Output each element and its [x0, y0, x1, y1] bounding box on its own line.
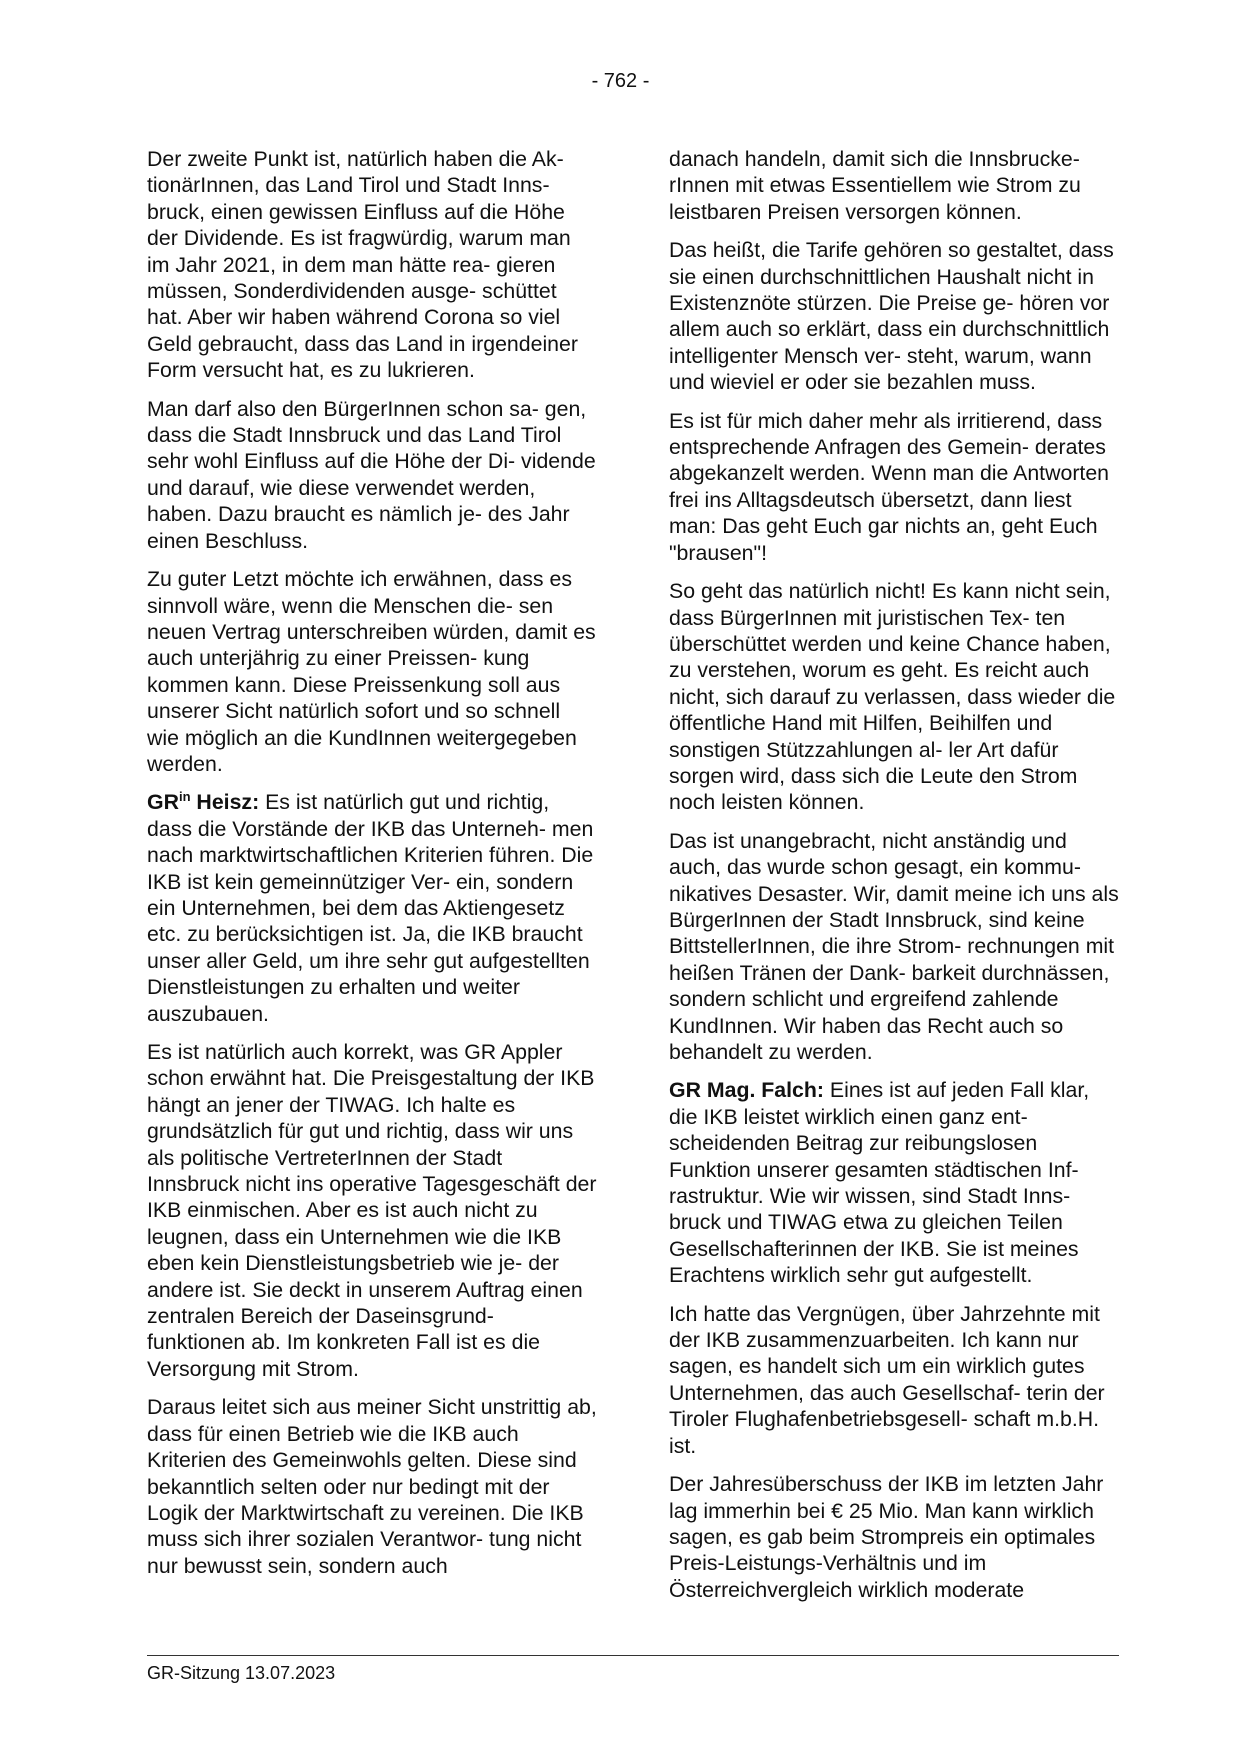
speaker-label: GR Mag. Falch:: [669, 1078, 825, 1103]
paragraph: Es ist natürlich auch korrekt, was GR Appler schon erwähnt hat. Die Preisgestaltung der IKB hängt an jener der TIWAG. Ich halte es grundsätzlich für gut und richtig, dass wir uns als politische VertreterInnen der Stadt Innsbruck nicht ins operative Tagesgeschäft der IKB einmischen. Aber es ist auch nicht zu leugnen, dass ein Unternehmen wie die IKB eben kein Dienstleistungsbetrieb wie je- der andere ist. Sie deckt in unserem Auftrag einen zentralen Bereich der Daseinsgrund- funktionen ab. Im konkreten Fall ist es die Versorgung mit Strom.: [147, 1040, 597, 1381]
paragraph: So geht das natürlich nicht! Es kann nicht sein, dass BürgerInnen mit juristischen Tex- ten überschüttet werden und keine Chance haben, zu verstehen, worum es geht. Es reicht auch nicht, sich darauf zu verlassen, dass wieder die öffentliche Hand mit Hilfen, Beihilfen und sonstigen Stützzahlungen al- ler Art dafür sorgen wird, dass sich die Leute den Strom noch leisten können.: [669, 579, 1116, 815]
paragraph: Daraus leitet sich aus meiner Sicht unstrittig ab, dass für einen Betrieb wie die IKB auch Kriterien des Gemeinwohls gelten. Diese sind bekanntlich selten oder nur bedingt mit der Logik der Marktwirtschaft zu vereinen. Die IKB muss sich ihrer sozialen Verantwor- tung nicht nur bewusst sein, sondern auch: [147, 1395, 597, 1578]
speech-text: Eines ist auf jeden Fall klar, die IKB leistet wirklich einen ganz ent- scheidenden Beitrag zur reibungslosen Funktion unserer gesamten städtischen Inf- rastruktur. Wie wir wissen, sind Stadt Inns- bruck und TIWAG etwa zu gleichen Teilen Gesellschafterinnen der IKB. Sie ist meines Erachtens wirklich sehr gut aufgestellt.: [669, 1078, 1090, 1288]
footer-divider: [147, 1655, 1119, 1656]
left-column: [147, 146, 597, 1591]
paragraph: Das ist unangebracht, nicht anständig und auch, das wurde schon gesagt, ein kommu- nikatives Desaster. Wir, damit meine ich uns als BürgerInnen der Stadt Innsbruck, sind keine BittstellerInnen, die ihre Strom- rechnungen mit heißen Tränen der Dank- barkeit durchnässen, sondern schlicht und ergreifend zahlende KundInnen. Wir haben das Recht auch so behandelt zu werden.: [669, 828, 1119, 1064]
speaker-paragraph: [147, 789, 597, 1027]
footer-session-label: GR-Sitzung 13.07.2023: [147, 1663, 336, 1683]
speaker-name: Heisz:: [190, 790, 260, 815]
paragraph: Ich hatte das Vergnügen, über Jahrzehnte mit der IKB zusammenzuarbeiten. Ich kann nur sagen, es handelt sich um ein wirklich gutes Unternehmen, das auch Gesellschaf- terin der Tiroler Flughafenbetriebsgesell- schaft m.b.H. ist.: [669, 1301, 1105, 1458]
speaker-title-sup: in: [178, 789, 191, 805]
speaker-title: GR: [147, 790, 179, 815]
paragraph: Der zweite Punkt ist, natürlich haben die Ak- tionärInnen, das Land Tirol und Stadt Inns- bruck, einen gewissen Einfluss auf die Höhe der Dividende. Es ist fragwürdig, warum man im Jahr 2021, in dem man hätte rea- gieren müssen, Sonderdividenden ausge- schüttet hat. Aber wir haben während Corona so viel Geld gebraucht, dass das Land in irgendeiner Form versucht hat, es zu lukrieren.: [147, 147, 578, 383]
speaker-paragraph: [669, 1077, 1119, 1288]
page-number: - 762 -: [591, 70, 650, 92]
right-column: [669, 146, 1119, 1615]
paragraph: Das heißt, die Tarife gehören so gestaltet, dass sie einen durchschnittlichen Haushalt nicht in Existenznöte stürzen. Die Preise ge- hören vor allem auch so erklärt, dass ein durchschnittlich intelligenter Mensch ver- steht, warum, wann und wieviel er oder sie bezahlen muss.: [669, 238, 1114, 395]
paragraph: Es ist für mich daher mehr als irritierend, dass entsprechende Anfragen des Gemein- derates abgekanzelt werden. Wenn man die Antworten frei ins Alltagsdeutsch übersetzt, dann liest man: Das geht Euch gar nichts an, geht Euch "brausen"!: [669, 408, 1110, 565]
speaker-label: [147, 790, 259, 814]
speech-text: Es ist natürlich gut und richtig, dass die Vorstände der IKB das Unterneh- men nach marktwirtschaftlichen Kriterien führen. Die IKB ist kein gemeinnütziger Ver- ein, sondern ein Unternehmen, bei dem das Aktiengesetz etc. zu berücksichtigen ist. Ja, die IKB braucht unser aller Geld, um ihre sehr gut aufgestellten Dienstleistungen zu erhalten und weiter auszubauen.: [147, 790, 594, 1026]
paragraph: Der Jahresüberschuss der IKB im letzten Jahr lag immerhin bei € 25 Mio. Man kann wirklich sagen, es gab beim Strompreis ein optimales Preis-Leistungs-Verhältnis und im Österreichvergleich wirklich moderate: [669, 1472, 1104, 1602]
paragraph: Zu guter Letzt möchte ich erwähnen, dass es sinnvoll wäre, wenn die Menschen die- sen neuen Vertrag unterschreiben würden, damit es auch unterjährig zu einer Preissen- kung kommen kann. Diese Preissenkung soll aus unserer Sicht natürlich sofort und so schnell wie möglich an die KundInnen weitergegeben werden.: [147, 567, 596, 776]
paragraph: Man darf also den BürgerInnen schon sa- gen, dass die Stadt Innsbruck und das Land Tirol sehr wohl Einfluss auf die Höhe der Di- vidende und darauf, wie diese verwendet werden, haben. Dazu braucht es nämlich je- des Jahr einen Beschluss.: [147, 396, 596, 553]
paragraph: danach handeln, damit sich die Innsbrucke- rInnen mit etwas Essentiellem wie Strom zu leistbaren Preisen versorgen können.: [669, 147, 1081, 224]
